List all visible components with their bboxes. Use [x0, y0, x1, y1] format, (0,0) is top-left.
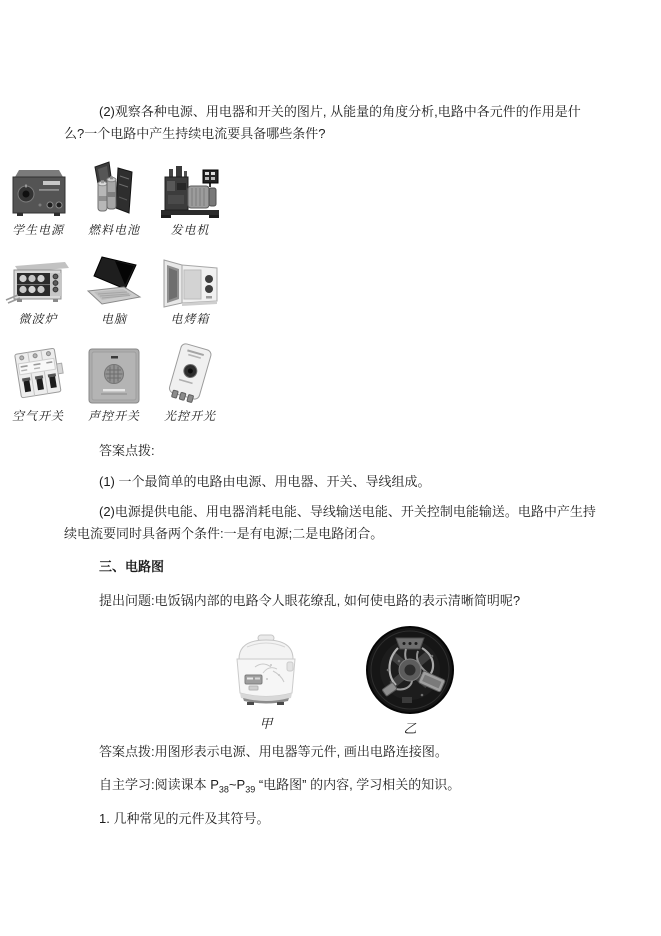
device-circuit-breaker [0, 343, 76, 424]
figure-label: 甲 [259, 716, 273, 731]
list-item-1: 1. 几种常见的元件及其符号。 [99, 811, 270, 826]
light-switch-icon [161, 343, 219, 405]
device-grid-row-1 [0, 161, 228, 238]
device-label: 电脑 [100, 312, 127, 326]
answer-hint-line: 答案点拨:用图形表示电源、用电器等元件, 画出电路连接图。 [99, 744, 448, 759]
device-label: 空气开关 [11, 409, 64, 423]
self-study-line [64, 774, 598, 796]
answer-point-1: (1) 一个最简单的电路由电源、用电器、开关、导线组成。 [99, 474, 431, 489]
device-generator [152, 161, 228, 238]
laptop-icon [85, 256, 143, 308]
device-label: 光控开光 [163, 409, 216, 423]
device-label: 声控开关 [87, 409, 140, 423]
generator-icon [158, 161, 222, 219]
question-paragraph: (2)观察各种电源、用电器和开关的图片, 从能量的角度分析,电路中各元件的作用是什么?一个电路中产生持续电流要具备哪些条件? [64, 104, 581, 141]
circuit-breaker-icon [8, 343, 68, 405]
student-power-supply-icon [9, 161, 67, 219]
rice-cooker-icon [225, 631, 307, 711]
device-student-power-supply [0, 161, 76, 238]
device-label: 电烤箱 [170, 312, 210, 326]
fuel-cell-icon [91, 161, 137, 219]
cooker-wiring-icon [362, 626, 458, 716]
page-number-subscript: 38 [218, 784, 229, 795]
device-label: 微波炉 [18, 312, 58, 326]
figure-rice-cooker [224, 631, 308, 732]
microwave-icon [5, 256, 71, 308]
figure-cooker-wiring [362, 626, 458, 737]
self-study-text-1: 自主学习:阅读课本 P [99, 777, 219, 792]
device-grid-row-2 [0, 256, 228, 327]
device-light-switch [152, 343, 228, 424]
page-number-subscript: 39 [245, 784, 256, 795]
device-label: 燃料电池 [87, 223, 140, 237]
oven-icon [158, 256, 222, 308]
sound-switch-icon [86, 343, 142, 405]
device-label: 学生电源 [11, 223, 64, 237]
device-microwave [0, 256, 76, 327]
device-sound-switch [76, 343, 152, 424]
answer-heading: 答案点拨: [99, 443, 155, 458]
device-laptop [76, 256, 152, 327]
device-oven [152, 256, 228, 327]
device-fuel-cell [76, 161, 152, 238]
section-title: 三、电路图 [99, 559, 165, 574]
device-label: 发电机 [170, 223, 210, 237]
answer-point-2: (2)电源提供电能、用电器消耗电能、导线输送电能、开关控制电能输送。电路中产生持续电流要同时具备两个条件:一是有电源;二是电路闭合。 [64, 504, 596, 541]
raised-question: 提出问题:电饭锅内部的电路令人眼花缭乱, 如何使电路的表示清晰简明呢? [99, 593, 521, 608]
device-grid-row-3 [0, 343, 228, 424]
self-study-text-2: ~P [228, 777, 246, 792]
figure-label: 乙 [403, 721, 417, 736]
self-study-text-3: “电路图” 的内容, 学习相关的知识。 [255, 777, 461, 792]
